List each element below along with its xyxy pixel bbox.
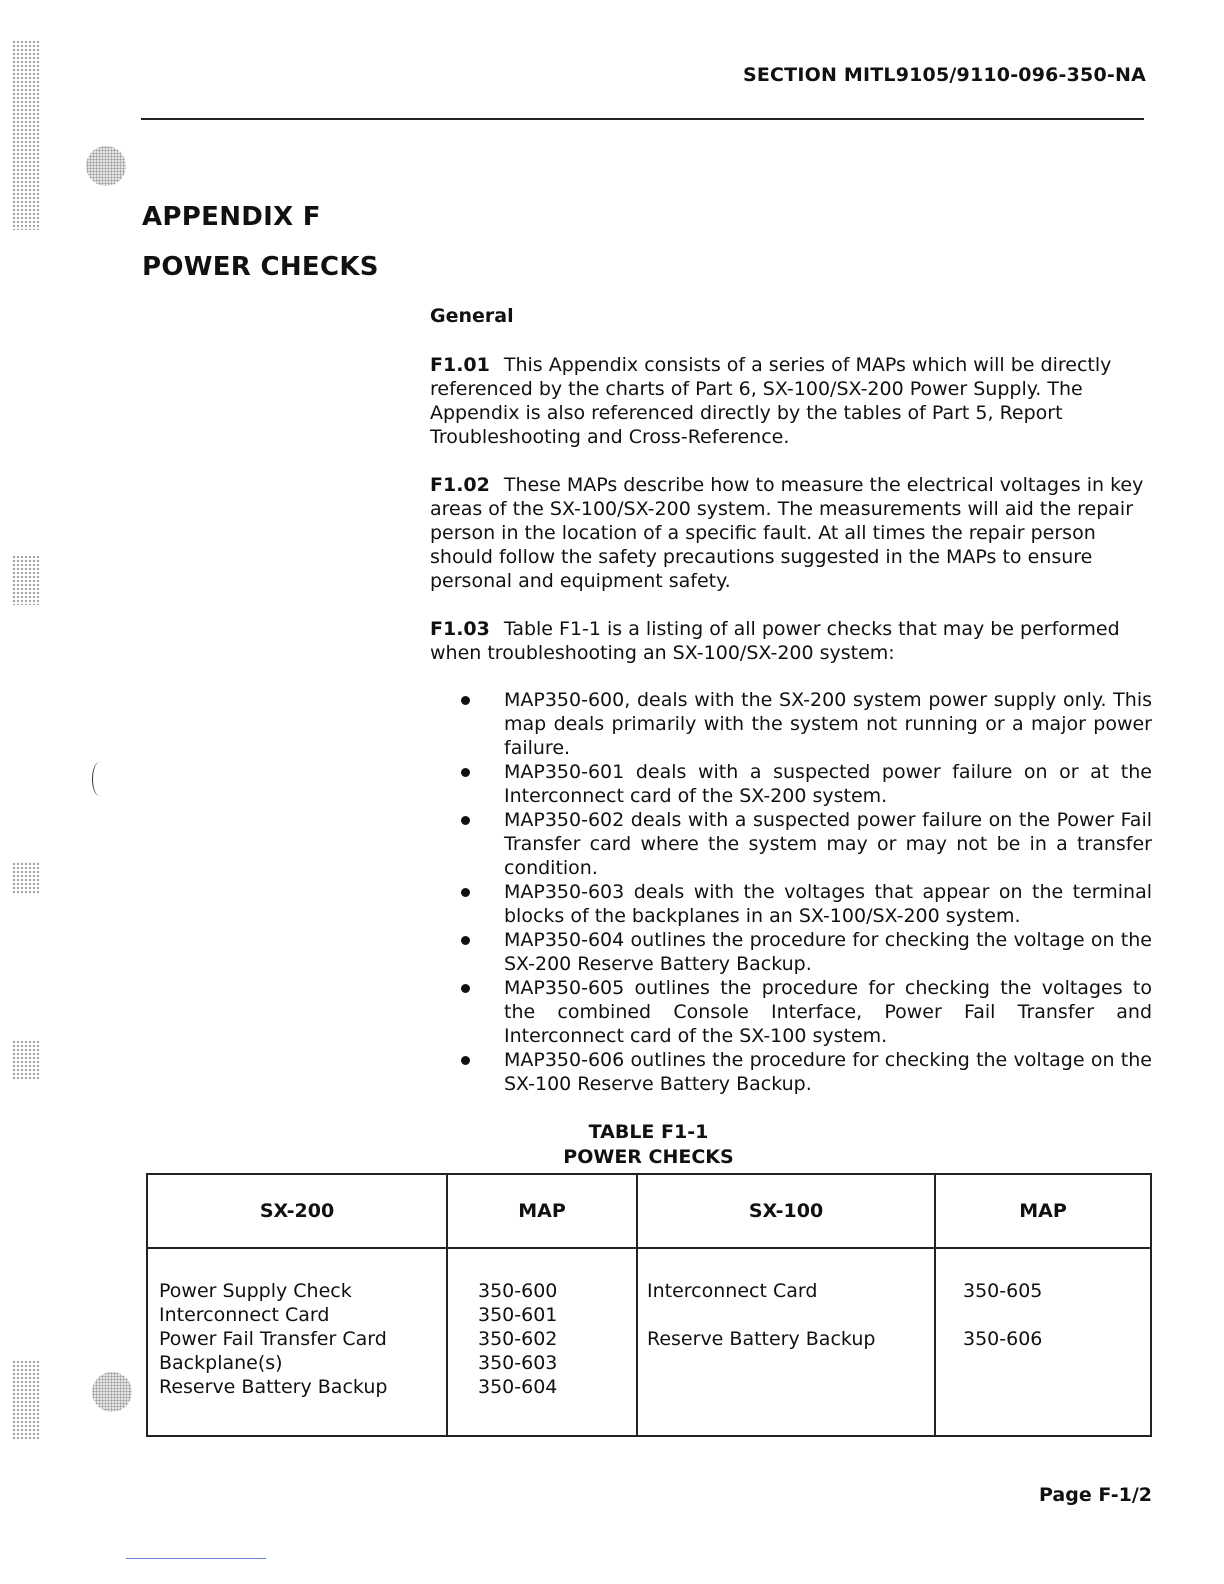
table-header-row — [147, 1174, 1151, 1248]
sx200-maps-cell — [447, 1248, 637, 1436]
table-cell: Reserve Battery Backup — [159, 1376, 388, 1398]
list-item: MAP350-603 deals with the voltages that appear on the terminal blocks of the backplanes in an SX-100/SX-200 system. — [458, 880, 1152, 928]
scan-edge-noise — [12, 555, 40, 605]
table-cell: Power Supply Check — [159, 1280, 352, 1302]
page-number: Page F-1/2 — [1039, 1484, 1152, 1506]
table-cell: Interconnect Card — [159, 1304, 330, 1326]
table-cell: Backplane(s) — [159, 1352, 283, 1374]
list-item: MAP350-602 deals with a suspected power failure on the Power Fail Transfer card where the system may or may not be in a transfer condition. — [458, 808, 1152, 880]
sx200-items-cell — [147, 1248, 447, 1436]
section-header: SECTION MITL9105/9110-096-350-NA — [742, 64, 1146, 86]
general-heading: General — [430, 305, 514, 327]
list-item: MAP350-601 deals with a suspected power failure on or at the Interconnect card of the SX-200 system. — [458, 760, 1152, 808]
list-item: MAP350-605 outlines the procedure for checking the voltages to the combined Console Interface, Power Fail Transfer and Interconnect card of the SX-100 system. — [458, 976, 1152, 1048]
table-caption-number: TABLE F1-1 — [588, 1121, 709, 1143]
paragraph-text: This Appendix consists of a series of MAPs which will be directly referenced by the charts of Part 6, SX-100/SX-200 Power Supply. The Appendix is also referenced directly by the tables of Part 5, Report Troubleshooting and Cross-Reference. — [430, 354, 1112, 448]
sx100-maps-cell — [935, 1248, 1151, 1436]
header-rule — [141, 118, 1144, 120]
column-header-sx100: SX-100 — [637, 1174, 935, 1248]
table-cell: 350-601 — [478, 1304, 558, 1326]
bullet-icon — [461, 816, 470, 825]
paragraph-number: F1.01 — [430, 354, 490, 376]
map-bullet-list — [458, 688, 1152, 1096]
scan-edge-noise — [12, 40, 40, 230]
power-checks-table — [146, 1173, 1152, 1437]
scan-edge-noise — [12, 1360, 40, 1440]
list-item: MAP350-606 outlines the procedure for checking the voltage on the SX-100 Reserve Battery Backup. — [458, 1048, 1152, 1096]
table-cell: 350-602 — [478, 1328, 558, 1350]
table-caption-title: POWER CHECKS — [563, 1146, 734, 1168]
punch-hole-icon — [92, 1372, 132, 1412]
bullet-icon — [461, 984, 470, 993]
table-cell: 350-604 — [478, 1376, 558, 1398]
table-cell: Interconnect Card — [647, 1280, 818, 1302]
bullet-icon — [461, 696, 470, 705]
table-cell — [647, 1303, 934, 1327]
scan-edge-noise — [12, 1040, 40, 1080]
table-cell: 350-606 — [963, 1328, 1043, 1350]
table-cell: 350-605 — [963, 1280, 1043, 1302]
paragraph-number: F1.03 — [430, 618, 490, 640]
paragraph-text: Table F1-1 is a listing of all power checks that may be performed when troubleshooting an SX-100/SX-200 system: — [430, 618, 1120, 664]
table-cell: Reserve Battery Backup — [647, 1328, 876, 1350]
table-cell: 350-600 — [478, 1280, 558, 1302]
appendix-title: APPENDIX F — [142, 202, 321, 232]
paragraph-number: F1.02 — [430, 474, 490, 496]
table-cell: 350-603 — [478, 1352, 558, 1374]
column-header-map: MAP — [935, 1174, 1151, 1248]
sx100-items-cell — [637, 1248, 935, 1436]
table-row — [147, 1248, 1151, 1436]
paragraph-text: These MAPs describe how to measure the electrical voltages in key areas of the SX-100/SX-200 system. The measurements will aid the repair person in the location of a specific fault. At all times the repair person should follow the safety precautions suggested in the MAPs to ensure personal and equipment safety. — [430, 474, 1144, 592]
column-header-map: MAP — [447, 1174, 637, 1248]
scan-mark — [92, 762, 107, 796]
list-item: MAP350-600, deals with the SX-200 system power supply only. This map deals primarily with the system not running or a major power failure. — [458, 688, 1152, 760]
paragraph-f103 — [430, 617, 1150, 665]
paragraph-f102 — [430, 473, 1150, 593]
list-item: MAP350-604 outlines the procedure for checking the voltage on the SX-200 Reserve Battery Backup. — [458, 928, 1152, 976]
table-cell — [963, 1303, 1150, 1327]
bullet-icon — [461, 1056, 470, 1065]
column-header-sx200: SX-200 — [147, 1174, 447, 1248]
scan-blue-line — [126, 1558, 266, 1559]
paragraph-f101 — [430, 353, 1150, 449]
punch-hole-icon — [86, 146, 126, 186]
appendix-subtitle: POWER CHECKS — [142, 252, 379, 282]
table-cell: Power Fail Transfer Card — [159, 1328, 387, 1350]
scan-edge-noise — [12, 862, 40, 894]
bullet-icon — [461, 768, 470, 777]
bullet-icon — [461, 888, 470, 897]
bullet-icon — [461, 936, 470, 945]
